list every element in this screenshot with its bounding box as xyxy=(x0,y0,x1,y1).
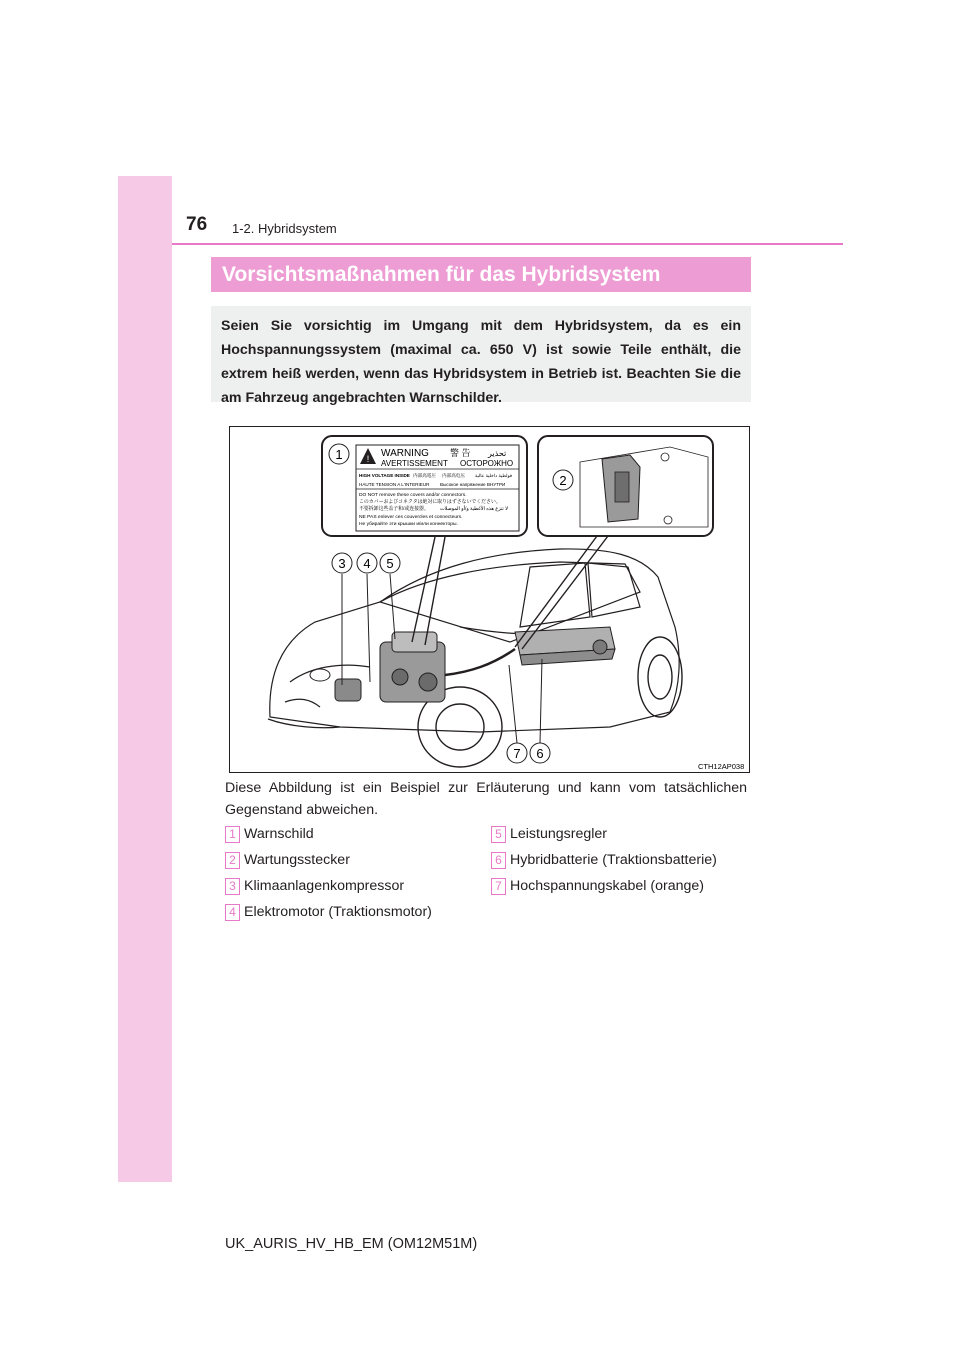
callout-6 xyxy=(530,743,550,763)
label-warning: WARNING xyxy=(381,448,429,459)
callout-2 xyxy=(553,470,573,490)
figure-caption: Diese Abbildung ist ein Beispiel zur Erläuterung und kann vom tatsächlichen Gegenstand abweichen. xyxy=(225,780,747,818)
car-illustration xyxy=(268,549,679,732)
legend-item-7 xyxy=(491,877,704,895)
legend-label: Hochspannungskabel (orange) xyxy=(510,878,705,894)
hybrid-system-figure xyxy=(229,426,750,773)
label-warning-ar: تحذير xyxy=(488,449,507,458)
label-hv-inside: HIGH VOLTAGE INSIDE xyxy=(359,473,410,478)
svg-text:!: ! xyxy=(366,454,370,464)
rear-wheel xyxy=(638,637,682,717)
legend-item-6 xyxy=(491,851,717,869)
legend-number: 3 xyxy=(225,878,240,895)
svg-text:4: 4 xyxy=(363,556,371,571)
legend-item-4 xyxy=(225,903,432,921)
intro-box: Seien Sie vorsichtig im Umgang mit dem Hybridsystem, da es ein Hochspannungssystem (maximal ca. 650 V) ist sowie Teile enthält, die extrem heiß werden, wenn das Hybridsystem in Betrieb ist. Beachten Sie die am Fahrzeug angebrachten Warnschilder. xyxy=(211,306,751,402)
label-line-ru: Не убирайте эти крышки и/или коннекторы. xyxy=(359,522,458,527)
legend-label: Leistungsregler xyxy=(510,826,608,842)
svg-text:3: 3 xyxy=(338,556,346,571)
legend-label: Klimaanlagenkompressor xyxy=(244,878,405,894)
figure-svg xyxy=(230,427,749,772)
label-hv-cn: 内部高电压 xyxy=(442,473,465,478)
callout-3 xyxy=(332,553,352,573)
svg-text:7: 7 xyxy=(513,746,521,761)
svg-text:1: 1 xyxy=(335,447,343,462)
label-line-jp: このカバーおよびコネクタは絶対に取りはずさないでください。 xyxy=(359,500,501,505)
legend-number: 5 xyxy=(491,826,506,843)
label-hv-ru: Высокое напряжение ВНУТРИ xyxy=(440,482,506,487)
callout-5 xyxy=(380,553,400,573)
footer-doc-id: UK_AURIS_HV_HB_EM (OM12M51M) xyxy=(225,1236,478,1252)
legend-number: 6 xyxy=(491,852,506,869)
headlight xyxy=(310,669,330,681)
legend-item-1 xyxy=(225,825,314,843)
label-warning-ru: ОСТОРОЖНО xyxy=(460,459,514,468)
label-hv-jp: 内部高電圧 xyxy=(413,473,436,478)
hv-cable xyxy=(445,649,515,675)
legend-number: 7 xyxy=(491,878,506,895)
legend-number: 2 xyxy=(225,852,240,869)
legend-item-3 xyxy=(225,877,404,895)
label-hv-fr: HAUTE TENSION A L'INTERIEUR xyxy=(359,482,430,487)
label-warning-jp: 警 告 xyxy=(450,448,471,458)
figure-code: CTH12AP038 xyxy=(698,762,745,771)
callout-4 xyxy=(357,553,377,573)
svg-text:6: 6 xyxy=(536,746,544,761)
legend-label: Wartungsstecker xyxy=(244,852,350,868)
label-line-cn: 不要拆卸这些盖子和/或连接器。 xyxy=(359,507,429,512)
legend-label: Elektromotor (Traktionsmotor) xyxy=(244,904,432,920)
section-title: Vorsichtsmaßnahmen für das Hybridsystem xyxy=(211,257,751,292)
label-line-ar: لا تنزع هذه الأغطية و/أو الموصلات xyxy=(440,507,508,512)
label-line-en: DO NOT remove these covers and/or connectors. xyxy=(359,493,467,498)
callout-1 xyxy=(329,444,349,464)
callout-7 xyxy=(507,743,527,763)
label-hv-ar: فولطية داخلية عالية xyxy=(475,473,513,478)
hybrid-battery xyxy=(515,627,615,665)
side-band xyxy=(118,176,172,1182)
warning-label-inset xyxy=(322,436,527,536)
svg-text:2: 2 xyxy=(559,473,567,488)
legend-label: Hybridbatterie (Traktionsbatterie) xyxy=(510,852,717,868)
label-line-fr: NE PAS enlever ces couvercles et connecteurs. xyxy=(359,515,463,520)
label-avertissement: AVERTISSEMENT xyxy=(381,459,448,468)
svg-text:5: 5 xyxy=(386,556,394,571)
engine-block xyxy=(335,632,445,702)
legend-number: 1 xyxy=(225,826,240,843)
header-rule xyxy=(172,243,843,245)
section-label: 1-2. Hybridsystem xyxy=(232,221,337,236)
page-number: 76 xyxy=(186,214,208,235)
legend-number: 4 xyxy=(225,904,240,921)
legend-item-2 xyxy=(225,851,350,869)
legend-label: Warnschild xyxy=(244,826,314,842)
legend-item-5 xyxy=(491,825,607,843)
